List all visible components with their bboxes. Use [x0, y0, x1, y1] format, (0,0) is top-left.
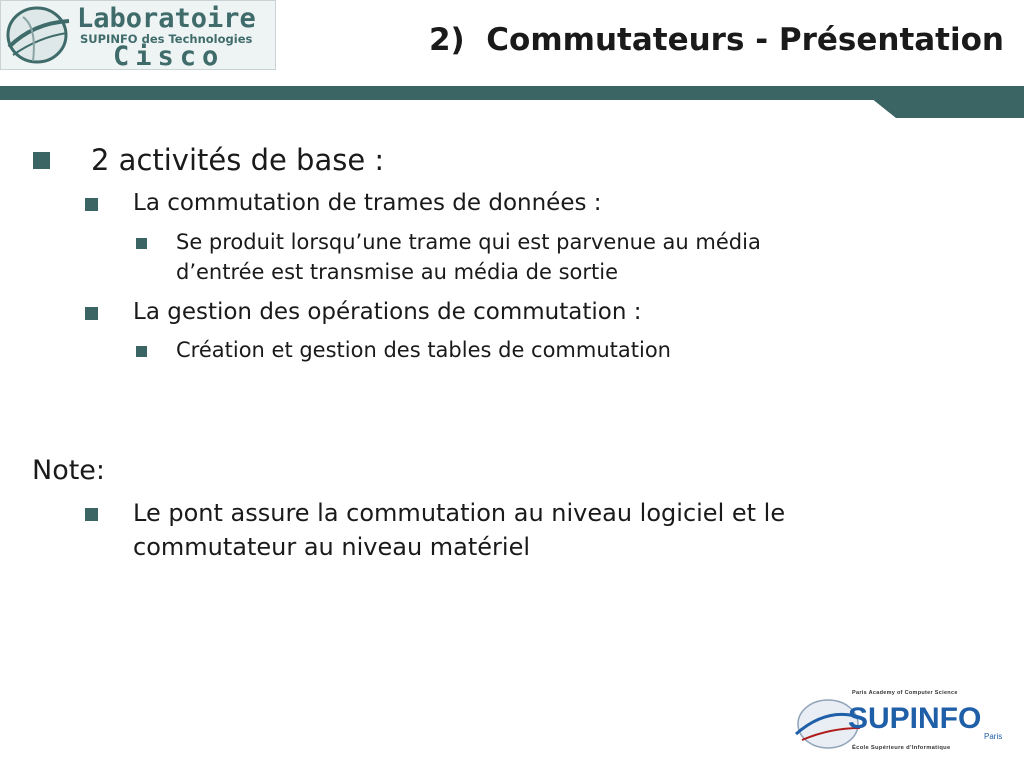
supinfo-city-text: Paris: [984, 732, 1003, 741]
supinfo-brand-text: SUPINFO: [848, 702, 982, 735]
logo-line-supinfo: SUPINFO des Technologies: [80, 32, 253, 46]
slide-title: 2) Commutateurs - Présentation: [428, 22, 1004, 58]
supinfo-top-text: Paris Academy of Computer Science: [852, 690, 958, 696]
bullet-square-level3: [136, 346, 147, 357]
bullet-square-level3: [136, 238, 147, 249]
note-item-line: commutateur au niveau matériel: [133, 533, 531, 561]
level3-item-line: d’entrée est transmise au média de sortie: [176, 260, 619, 284]
logo-line-laboratoire: Laboratoire: [77, 3, 256, 34]
supinfo-logo: [790, 688, 1012, 754]
level3-item-line: Création et gestion des tables de commutation: [176, 338, 671, 362]
supinfo-bottom-text: École Supérieure d’Informatique: [852, 745, 951, 751]
bullet-square-level2: [85, 307, 98, 320]
bullet-square-level1: [33, 152, 50, 169]
level3-item-line: Se produit lorsqu’une trame qui est parvenue au média: [176, 230, 761, 254]
level1-item: 2 activités de base :: [91, 143, 385, 177]
globe-icon: [3, 3, 73, 67]
level2-item: La gestion des opérations de commutation :: [133, 299, 642, 325]
note-label: Note:: [32, 455, 106, 486]
header-band: [0, 70, 1024, 122]
level2-item: La commutation de trames de données :: [133, 190, 602, 216]
laboratoire-cisco-logo: [0, 0, 276, 70]
logo-line-cisco: Cisco: [113, 41, 225, 72]
note-item-line: Le pont assure la commutation au niveau logiciel et le: [133, 499, 786, 527]
bullet-square-level2: [85, 508, 98, 521]
bullet-square-level2: [85, 198, 98, 211]
